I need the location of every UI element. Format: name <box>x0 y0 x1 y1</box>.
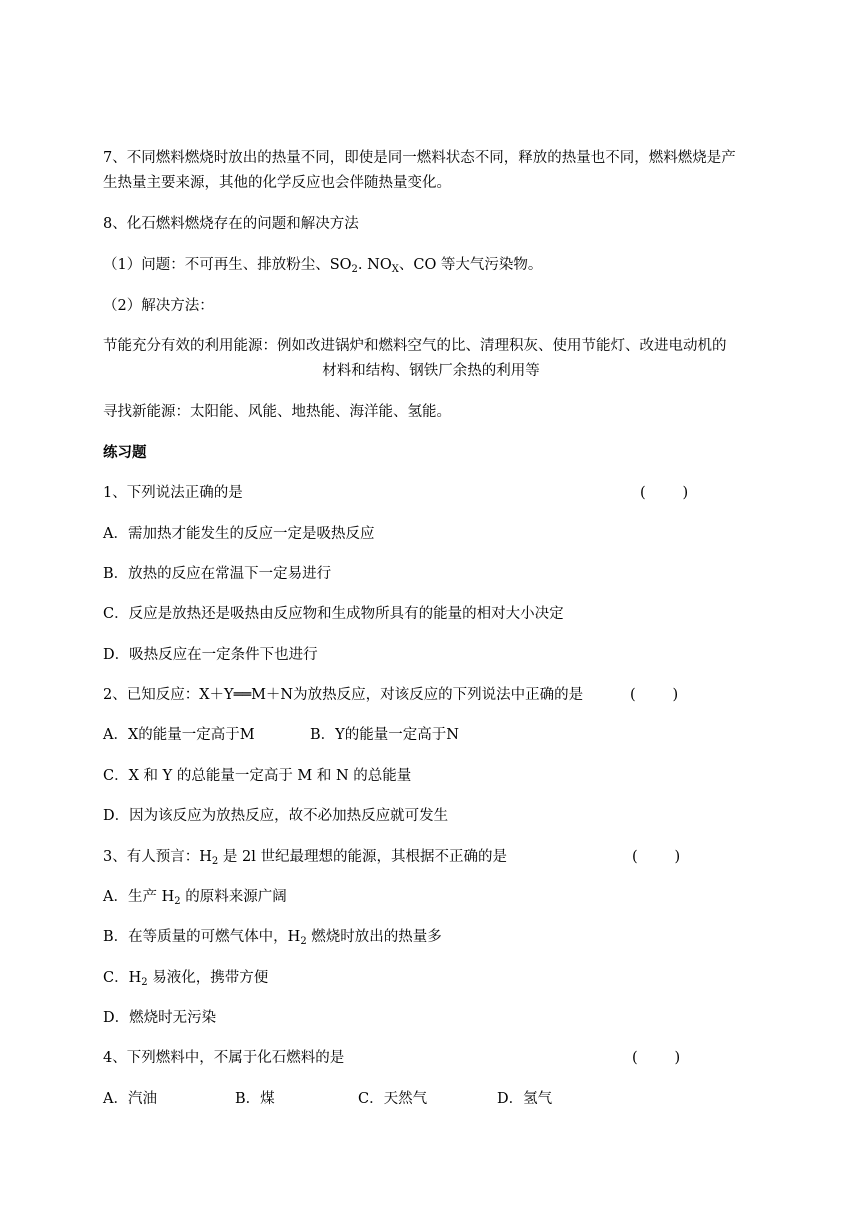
h2-subscript: 2 <box>174 896 181 907</box>
section7-line1: 7、不同燃料燃烧时放出的热量不同，即使是同一燃料状态不同，释放的热量也不同，燃料燃烧是产 <box>103 150 736 166</box>
q4-option-c: C．天然气 <box>358 1091 428 1107</box>
q3-c-prefix: C．H <box>103 970 142 986</box>
q2-option-b: B．Y的能量一定高于N <box>310 727 459 743</box>
q2-option-c: C．X 和 Y 的总能量一定高于 M 和 N 的总能量 <box>103 768 412 784</box>
section7-line2: 生热量主要来源，其他的化学反应也会伴随热量变化。 <box>103 175 451 191</box>
q3-stem <box>103 847 507 867</box>
q4-stem: 4、下列燃料中，不属于化石燃料的是 <box>103 1050 345 1066</box>
q2-answer-paren: ( ) <box>630 687 679 703</box>
q2-option-d: D．因为该反应为放热反应，故不必加热反应就可发生 <box>103 808 449 824</box>
nox-subscript: X <box>391 264 399 275</box>
problem-prefix: （1）问题：不可再生、排放粉尘、SO <box>103 257 352 273</box>
q2-option-a: A．X的能量一定高于M <box>103 727 255 743</box>
energy-saving-line1: 节能充分有效的利用能源：例如改进锅炉和燃料空气的比、清理积灰、使用节能灯、改进电动机的 <box>103 338 727 354</box>
section8-problem <box>103 255 542 275</box>
q3-option-a <box>103 887 287 907</box>
q1-stem: 1、下列说法正确的是 <box>103 485 243 501</box>
q3-stem-suffix: 是 2l 世纪最理想的能源，其根据不正确的是 <box>218 849 507 865</box>
q1-answer-paren: ( ) <box>640 485 689 501</box>
q1-option-d: D．吸热反应在一定条件下也进行 <box>103 647 318 663</box>
q4-answer-paren: ( ) <box>632 1050 681 1066</box>
q3-answer-paren: ( ) <box>632 849 681 865</box>
q3-c-suffix: 易液化，携带方便 <box>147 970 269 986</box>
q1-option-c: C．反应是放热还是吸热由反应物和生成物所具有的能量的相对大小决定 <box>103 606 564 622</box>
energy-saving-line2: 材料和结构、钢铁厂余热的利用等 <box>322 363 540 379</box>
problem-suffix: 、CO 等大气污染物。 <box>398 257 543 273</box>
q3-a-suffix: 的原料来源广阔 <box>180 889 287 905</box>
new-energy-line: 寻找新能源：太阳能、风能、地热能、海洋能、氢能。 <box>103 404 451 420</box>
h2-subscript: 2 <box>211 856 219 867</box>
q4-option-a: A．汽油 <box>103 1091 157 1107</box>
q4-option-d: D．氢气 <box>497 1091 553 1107</box>
q4-option-b: B．煤 <box>235 1091 275 1107</box>
q3-b-prefix: B．在等质量的可燃气体中，H <box>103 929 301 945</box>
exercise-title: 练习题 <box>103 444 147 461</box>
h2-subscript: 2 <box>141 977 148 988</box>
q1-option-a: A．需加热才能发生的反应一定是吸热反应 <box>103 526 375 542</box>
problem-mid: . NO <box>357 257 392 273</box>
so2-subscript: 2 <box>351 264 358 275</box>
q1-option-b: B．放热的反应在常温下一定易进行 <box>103 566 332 582</box>
h2-subscript: 2 <box>300 936 307 947</box>
section8-title: 8、化石燃料燃烧存在的问题和解决方法 <box>103 216 359 232</box>
q3-b-suffix: 燃烧时放出的热量多 <box>306 929 442 945</box>
q3-option-d: D．燃烧时无污染 <box>103 1010 217 1026</box>
q2-stem: 2、已知反应：X＋Y══M＋N为放热反应，对该反应的下列说法中正确的是 <box>103 687 584 703</box>
q3-stem-prefix: 3、有人预言：H <box>103 849 212 865</box>
q3-a-prefix: A．生产 H <box>103 889 175 905</box>
q3-option-c <box>103 968 268 988</box>
section8-solution-title: （2）解决方法： <box>103 298 214 314</box>
q3-option-b <box>103 927 442 947</box>
